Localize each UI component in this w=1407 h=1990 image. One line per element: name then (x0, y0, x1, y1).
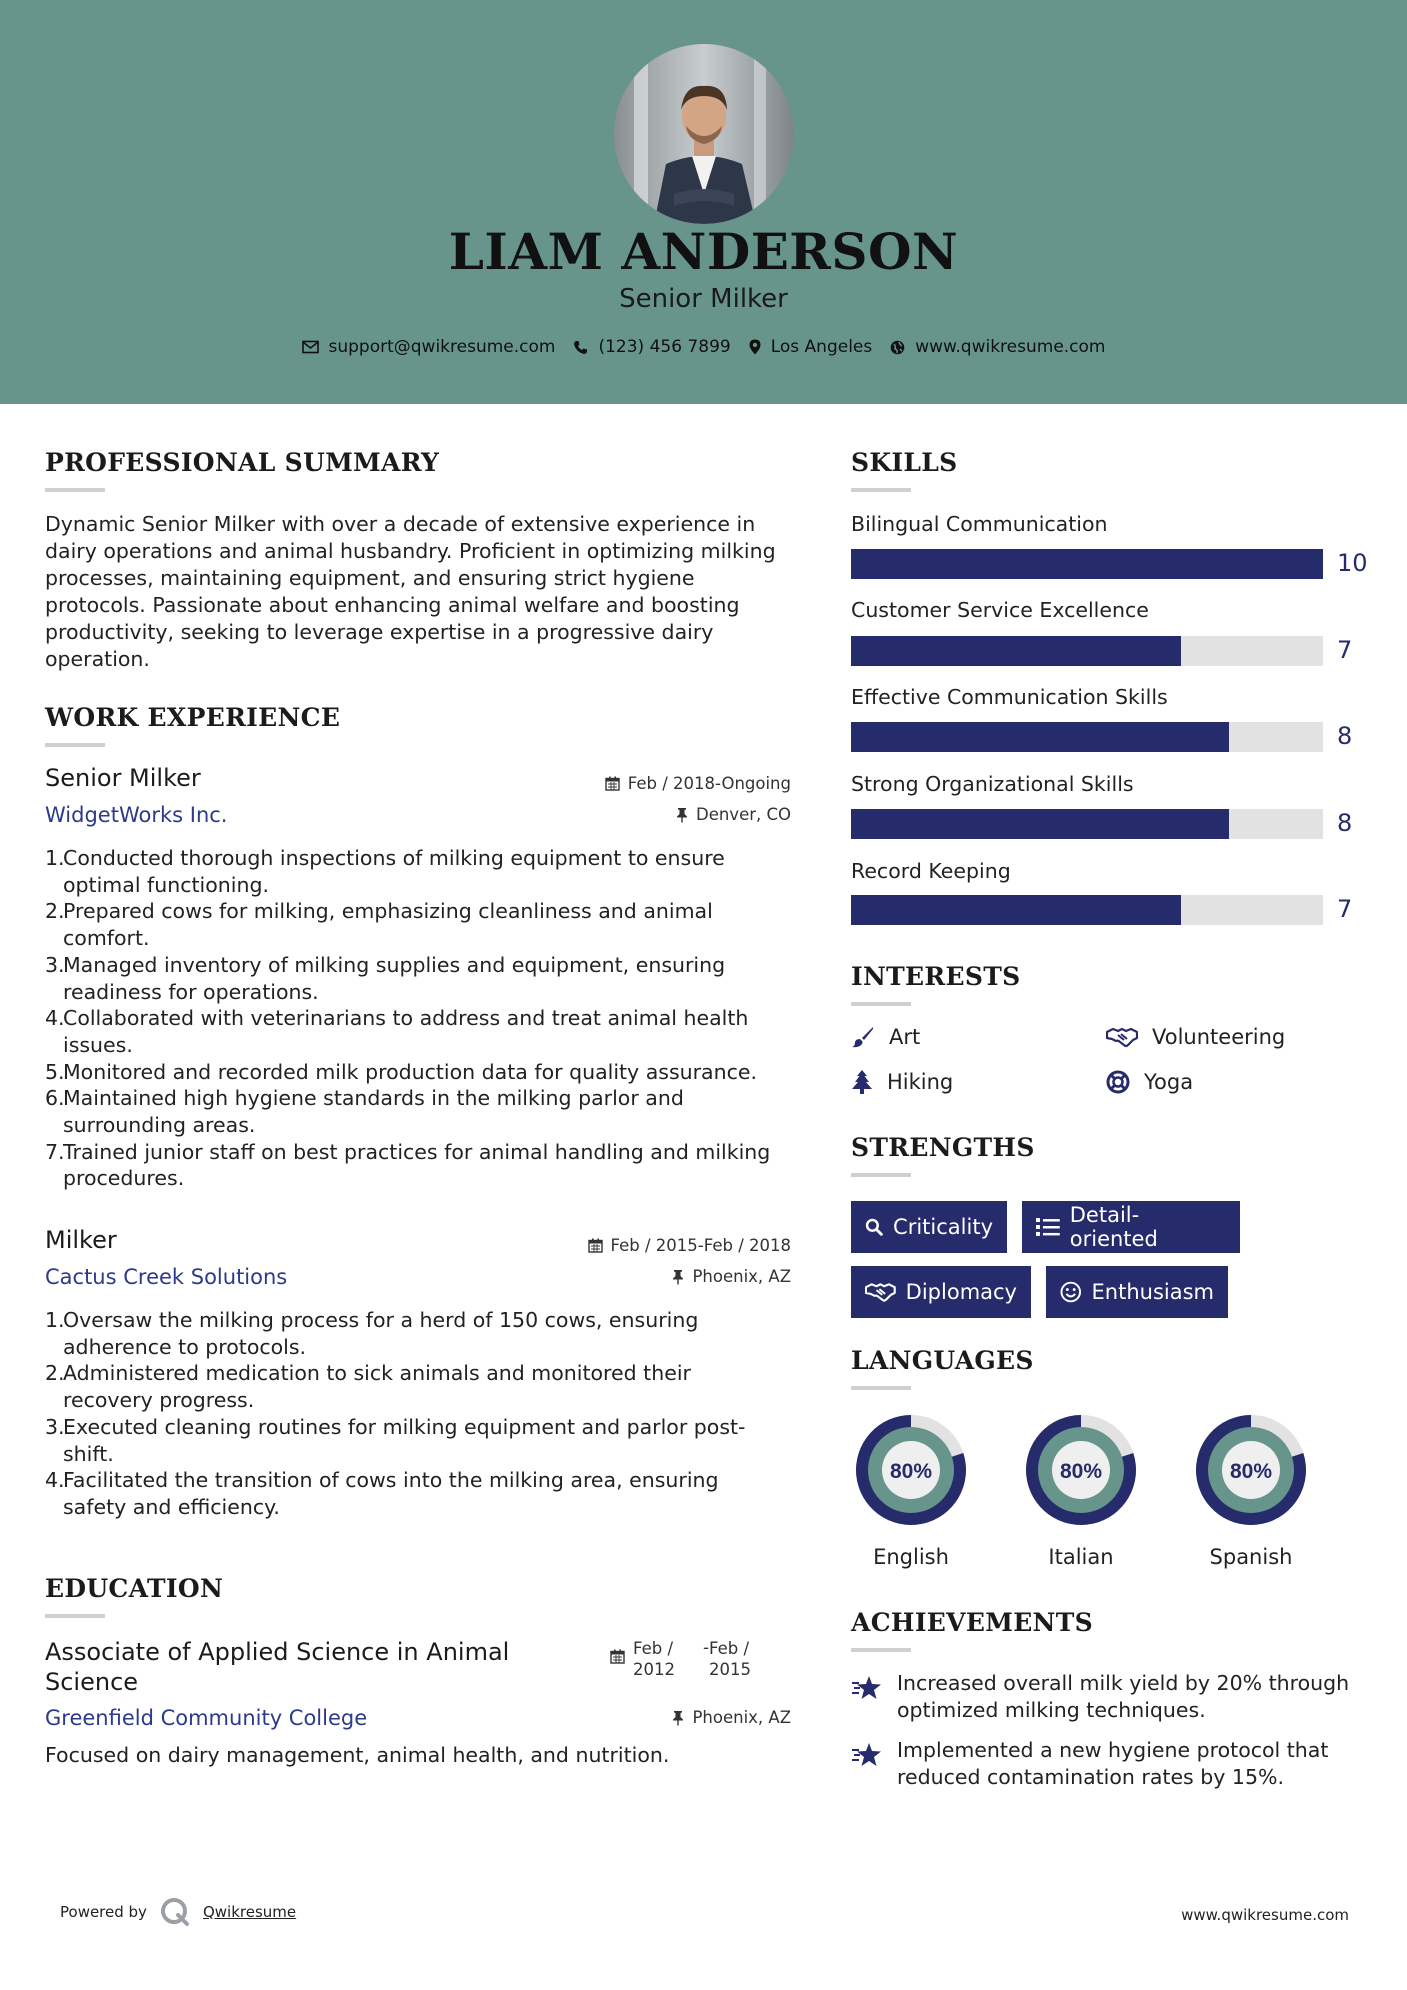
list-item: Collaborated with veterinarians to address and treat animal health issues. (63, 1006, 749, 1057)
education-heading: EDUCATION (45, 1574, 224, 1603)
education-end: Feb / 2015 (709, 1639, 751, 1679)
strength-badge-criticality (851, 1201, 1007, 1253)
interest-label: Hiking (887, 1070, 954, 1094)
calendar-icon (610, 1649, 625, 1664)
footer-website[interactable]: www.qwikresume.com (1181, 1906, 1349, 1924)
job-1-location-text: Denver, CO (695, 805, 791, 824)
language-name: Italian (1048, 1545, 1114, 1569)
achievements-heading: ACHIEVEMENTS (851, 1608, 1093, 1637)
interest-art (851, 1025, 920, 1049)
strength-label: Diplomacy (905, 1280, 1017, 1304)
education-dates (610, 1638, 769, 1680)
education-description: Focused on dairy management, animal health, and nutrition. (45, 1743, 670, 1767)
education-heading-rule (45, 1614, 105, 1618)
strengths-heading: STRENGTHS (851, 1133, 1035, 1162)
job-2-company: Cactus Creek Solutions (45, 1265, 288, 1289)
pushpin-icon (676, 807, 688, 823)
list-item: Maintained high hygiene standards in the milking parlor and surrounding areas. (63, 1086, 684, 1138)
language-ring (849, 1408, 973, 1532)
interests-heading-rule (851, 1002, 911, 1006)
calendar-icon (605, 776, 620, 791)
envelope-icon (302, 340, 319, 354)
skill-name: Record Keeping (851, 859, 1011, 883)
star-achievement-icon (851, 1674, 883, 1702)
education-degree: Associate of Applied Science in Animal Science (45, 1638, 510, 1696)
list-item: Conducted thorough inspections of milking equipment to ensure optimal functioning. (63, 846, 725, 897)
skill-value: 7 (1337, 895, 1353, 923)
summary-text: Dynamic Senior Milker with over a decade of extensive experience in dairy operations and animal husbandry. Proficient in optimizing milking processes, maintaining equipment, and ensuring strict hygiene protocols. Passionate about enhancing animal welfare and boosting productivity, seeking to leverage expertise in a progressive dairy operation. (45, 512, 776, 671)
powered-by-text: Powered by (60, 1903, 147, 1921)
summary-heading: PROFESSIONAL SUMMARY (45, 448, 440, 477)
list-icon (1036, 1217, 1060, 1237)
job-1-location (676, 805, 791, 824)
language-name: English (873, 1545, 949, 1569)
interest-label: Art (889, 1025, 921, 1049)
strength-label: Enthusiasm (1091, 1280, 1214, 1304)
list-item: Administered medication to sick animals and monitored their recovery progress. (63, 1361, 691, 1413)
interest-volunteering (1106, 1025, 1285, 1049)
contact-bar (0, 337, 1407, 357)
summary-heading-rule (45, 488, 105, 492)
job-2-location (672, 1267, 791, 1286)
language-percent: 80% (889, 1460, 933, 1483)
resume-header (0, 0, 1407, 404)
interest-yoga (1106, 1070, 1193, 1094)
star-achievement-icon (851, 1741, 883, 1769)
paintbrush-icon (851, 1025, 875, 1049)
list-item: Managed inventory of milking supplies and equipment, ensuring readiness for operations. (63, 952, 726, 1004)
handshake-icon (1106, 1026, 1138, 1048)
map-pin-icon (749, 339, 761, 355)
strength-badge-detail-oriented (1022, 1201, 1240, 1253)
profile-photo (614, 44, 794, 224)
skill-bar-track (851, 636, 1323, 666)
phone-icon (573, 340, 588, 355)
interests-heading: INTERESTS (851, 962, 1021, 991)
contact-phone-text: (123) 456 7899 (598, 337, 731, 357)
skill-bar-fill (851, 722, 1229, 752)
interest-hiking (851, 1070, 953, 1094)
list-item: Trained junior staff on best practices for animal handling and milking procedures. (63, 1139, 771, 1191)
achievement-text: Increased overall milk yield by 20% through optimized milking techniques. (897, 1671, 1350, 1722)
skill-name: Customer Service Excellence (851, 598, 1149, 622)
list-item: Executed cleaning routines for milking equipment and parlor post-shift. (63, 1414, 746, 1466)
language-gauge (1189, 1408, 1313, 1536)
pushpin-icon (672, 1269, 684, 1285)
skill-bar-fill (851, 895, 1181, 925)
strength-badge-diplomacy (851, 1266, 1031, 1318)
job-1-title: Senior Milker (45, 764, 201, 792)
list-item: Prepared cows for milking, emphasizing cleanliness and animal comfort. (63, 899, 713, 951)
job-1-dates (605, 774, 791, 793)
skill-bar-fill (851, 809, 1229, 839)
list-item: Oversaw the milking process for a herd of 150 cows, ensuring adherence to protocols. (63, 1308, 699, 1359)
list-item: Facilitated the transition of cows into the milking area, ensuring safety and efficiency. (63, 1468, 719, 1519)
skill-bar-track (851, 809, 1323, 839)
language-gauge (1019, 1408, 1143, 1536)
tree-icon (851, 1070, 873, 1094)
skill-value: 8 (1337, 722, 1353, 750)
language-gauge (849, 1408, 973, 1536)
language-ring (1019, 1408, 1143, 1532)
job-2-dates-text: Feb / 2015-Feb / 2018 (610, 1236, 791, 1255)
footer-powered-by (60, 1896, 296, 1928)
skill-name: Strong Organizational Skills (851, 772, 1134, 796)
experience-heading-rule (45, 743, 105, 747)
experience-heading: WORK EXPERIENCE (45, 703, 341, 732)
contact-location (749, 337, 873, 357)
skills-heading: SKILLS (851, 448, 958, 477)
language-ring (1189, 1408, 1313, 1532)
lifebuoy-icon (1106, 1070, 1130, 1094)
qwikresume-logo-icon (159, 1896, 191, 1928)
job-2-location-text: Phoenix, AZ (692, 1267, 791, 1286)
education-location-text: Phoenix, AZ (692, 1708, 791, 1727)
search-icon (865, 1216, 883, 1238)
contact-email-text: support@qwikresume.com (328, 337, 556, 357)
smile-icon (1060, 1281, 1082, 1303)
skills-heading-rule (851, 488, 911, 492)
achievement-item (851, 1670, 1361, 1724)
interest-label: Volunteering (1152, 1025, 1286, 1049)
interest-label: Yoga (1144, 1070, 1194, 1094)
skill-bar-fill (851, 549, 1323, 579)
job-1-dates-text: Feb / 2018-Ongoing (627, 774, 791, 793)
language-percent: 80% (1059, 1460, 1103, 1483)
job-2-bullets (45, 1307, 775, 1521)
contact-location-text: Los Angeles (770, 337, 873, 357)
list-item: Monitored and recorded milk production data for quality assurance. (63, 1059, 758, 1084)
skill-value: 10 (1337, 549, 1368, 577)
job-1-company: WidgetWorks Inc. (45, 803, 228, 827)
skill-value: 7 (1337, 636, 1353, 664)
skill-bar-track (851, 549, 1323, 579)
contact-email[interactable] (302, 337, 556, 357)
achievement-item (851, 1737, 1361, 1791)
job-1-bullets (45, 845, 795, 1192)
languages-heading-rule (851, 1386, 911, 1390)
qwikresume-link[interactable]: Qwikresume (202, 1903, 297, 1921)
candidate-name: LIAM ANDERSON (448, 222, 959, 281)
calendar-icon (588, 1238, 603, 1253)
education-school: Greenfield Community College (45, 1706, 368, 1730)
skill-name: Effective Communication Skills (851, 685, 1168, 709)
job-2-dates (588, 1236, 791, 1255)
contact-website-text: www.qwikresume.com (915, 337, 1106, 357)
education-date-separator: - (703, 1638, 709, 1657)
strengths-heading-rule (851, 1173, 911, 1177)
strength-badge-enthusiasm (1046, 1266, 1228, 1318)
language-percent: 80% (1229, 1460, 1273, 1483)
handshake-icon (865, 1281, 896, 1303)
strength-label: Detail-oriented (1069, 1203, 1158, 1251)
education-location (672, 1708, 791, 1727)
achievements-heading-rule (851, 1648, 911, 1652)
strength-label: Criticality (893, 1215, 993, 1239)
job-2-title: Milker (45, 1226, 117, 1254)
pushpin-icon (672, 1710, 684, 1726)
contact-website[interactable] (890, 337, 1105, 357)
contact-phone[interactable] (573, 337, 730, 357)
skill-bar-track (851, 722, 1323, 752)
languages-heading: LANGUAGES (851, 1346, 1034, 1375)
job-title-header: Senior Milker (619, 284, 788, 314)
language-name: Spanish (1209, 1545, 1293, 1569)
skill-bar-fill (851, 636, 1181, 666)
education-start: Feb / 2012 (633, 1639, 675, 1679)
globe-icon (890, 340, 905, 355)
skill-name: Bilingual Communication (851, 512, 1108, 536)
skill-bar-track (851, 895, 1323, 925)
skill-value: 8 (1337, 809, 1353, 837)
achievement-text: Implemented a new hygiene protocol that reduced contamination rates by 15%. (897, 1738, 1329, 1789)
